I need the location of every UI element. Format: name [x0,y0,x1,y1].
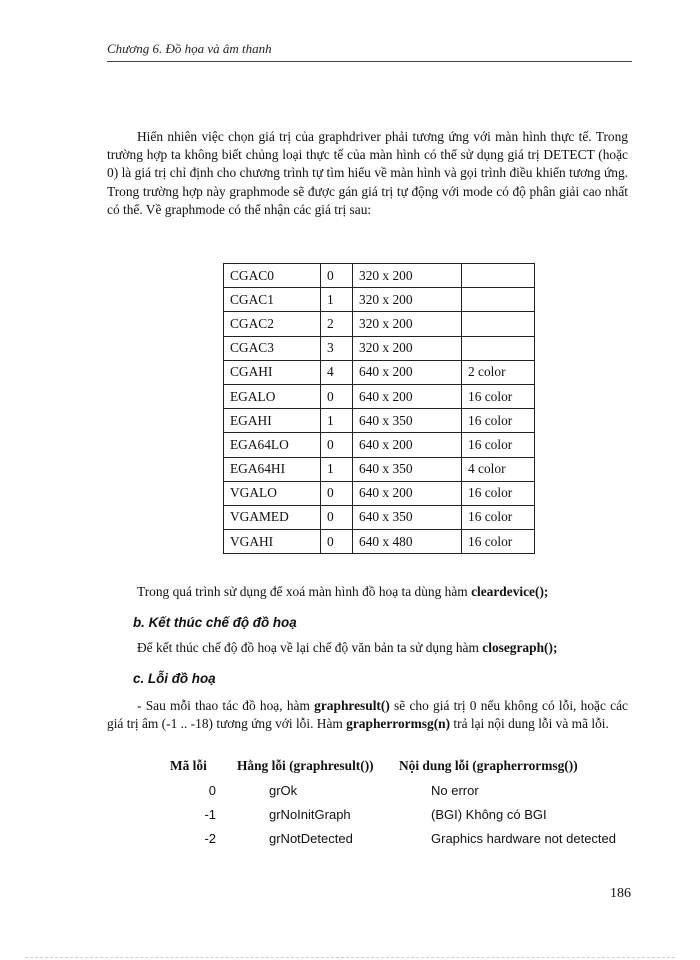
colors-cell: 4 color [462,457,535,481]
page-bottom-border [25,957,675,958]
mode-value-cell: 0 [321,505,353,529]
resolution-cell: 320 x 200 [353,312,462,336]
graphresult-function: graphresult() [314,698,390,713]
error-header-constant: Hằng lỗi (graphresult()) [237,758,374,773]
error-message-cell: No error [431,783,479,798]
graphmode-row [224,409,535,433]
error-constant-cell: grOk [269,783,298,798]
mode-name-cell: VGALO [224,481,321,505]
intro-paragraph-text: Hiển nhiên việc chọn giá trị của graphdriver phải tương ứng với màn hình thực tế. Trong trường hợp ta không biết chủng loại thực tế của màn hình có thể sử dụng giá trị DETECT (hoặc 0) là giá trị chỉ định cho chương trình tự tìm hiểu về màn hình và gọi trình điều khiển tương ứng. Trong trường hợp này graphmode sẽ được gán giá trị tự động với mode có độ phân giải cao nhất có thể. Về graphmode có thể nhận các giá trị sau: [107,129,628,217]
mode-value-cell: 1 [321,457,353,481]
mode-name-cell: EGA64LO [224,433,321,457]
resolution-cell: 640 x 200 [353,481,462,505]
graphmode-row [224,433,535,457]
mode-value-cell: 3 [321,336,353,360]
graphmode-row [224,505,535,529]
graphmode-row [224,288,535,312]
graphmode-table [223,263,535,554]
section-c-text-1: - Sau mỗi thao tác đồ hoạ, hàm [137,698,315,713]
cleardevice-function: cleardevice(); [471,584,549,599]
resolution-cell: 640 x 200 [353,384,462,408]
colors-cell [462,312,535,336]
mode-value-cell: 0 [321,481,353,505]
error-code-cell: -2 [204,831,216,846]
colors-cell: 16 color [462,409,535,433]
mode-value-cell: 1 [321,288,353,312]
resolution-cell: 320 x 200 [353,288,462,312]
error-message-cell: (BGI) Không có BGI [431,807,547,822]
resolution-cell: 640 x 200 [353,360,462,384]
colors-cell: 2 color [462,360,535,384]
mode-name-cell: CGAHI [224,360,321,384]
error-constant-cell: grNoInitGraph [269,807,351,822]
mode-name-cell: VGAMED [224,505,321,529]
graphmode-row [224,481,535,505]
colors-cell [462,336,535,360]
mode-value-cell: 4 [321,360,353,384]
resolution-cell: 640 x 480 [353,530,462,554]
mode-name-cell: VGAHI [224,530,321,554]
mode-value-cell: 2 [321,312,353,336]
mode-value-cell: 1 [321,409,353,433]
error-header-code: Mã lỗi [170,758,207,773]
resolution-cell: 640 x 200 [353,433,462,457]
graphmode-row [224,264,535,288]
mode-name-cell: CGAC0 [224,264,321,288]
cleardevice-paragraph [137,583,548,601]
graphmode-row [224,312,535,336]
error-message-cell: Graphics hardware not detected [431,831,616,846]
error-constant-cell: grNotDetected [269,831,353,846]
resolution-cell: 320 x 200 [353,264,462,288]
colors-cell: 16 color [462,433,535,457]
header-divider [107,61,632,62]
mode-name-cell: EGA64HI [224,457,321,481]
cleardevice-text: Trong quá trình sử dụng để xoá màn hình đồ hoạ ta dùng hàm [137,584,472,599]
mode-name-cell: EGALO [224,384,321,408]
graphmode-row [224,457,535,481]
mode-value-cell: 0 [321,433,353,457]
error-code-cell: 0 [208,783,216,798]
resolution-cell: 320 x 200 [353,336,462,360]
chapter-header: Chương 6. Đồ họa và âm thanh [107,41,272,56]
colors-cell [462,264,535,288]
mode-name-cell: CGAC3 [224,336,321,360]
section-b-heading: b. Kết thúc chế độ đồ hoạ [133,615,297,630]
error-code-cell: -1 [204,807,216,822]
colors-cell: 16 color [462,384,535,408]
section-b-text: Để kết thúc chế độ đồ hoạ về lại chế độ văn bản ta sử dụng hàm [137,640,483,655]
section-c-text-2: sẽ cho giá trị 0 nếu không có lỗi, hoặc các giá trị âm (-1 .. -18) tương ứng với lỗi. Hàm [107,698,629,732]
mode-value-cell: 0 [321,264,353,288]
section-b-paragraph [137,639,557,657]
colors-cell: 16 color [462,481,535,505]
colors-cell: 16 color [462,505,535,529]
resolution-cell: 640 x 350 [353,409,462,433]
closegraph-function: closegraph(); [482,640,558,655]
section-c-text-3: trả lại nội dung lỗi và mã lỗi. [450,716,609,732]
intro-paragraph [107,128,628,219]
graphmode-row [224,336,535,360]
section-c-heading: c. Lỗi đồ hoạ [133,671,216,686]
colors-cell: 16 color [462,530,535,554]
resolution-cell: 640 x 350 [353,457,462,481]
mode-value-cell: 0 [321,384,353,408]
section-c-paragraph [107,697,628,733]
colors-cell [462,288,535,312]
resolution-cell: 640 x 350 [353,505,462,529]
graphmode-row [224,530,535,554]
grapherrormsg-function: grapherrormsg(n) [346,716,451,732]
graphmode-row [224,384,535,408]
mode-name-cell: EGAHI [224,409,321,433]
graphmode-row [224,360,535,384]
mode-value-cell: 0 [321,530,353,554]
page-number: 186 [610,886,631,901]
mode-name-cell: CGAC1 [224,288,321,312]
mode-name-cell: CGAC2 [224,312,321,336]
error-header-message: Nội dung lỗi (grapherrormsg()) [399,758,578,773]
